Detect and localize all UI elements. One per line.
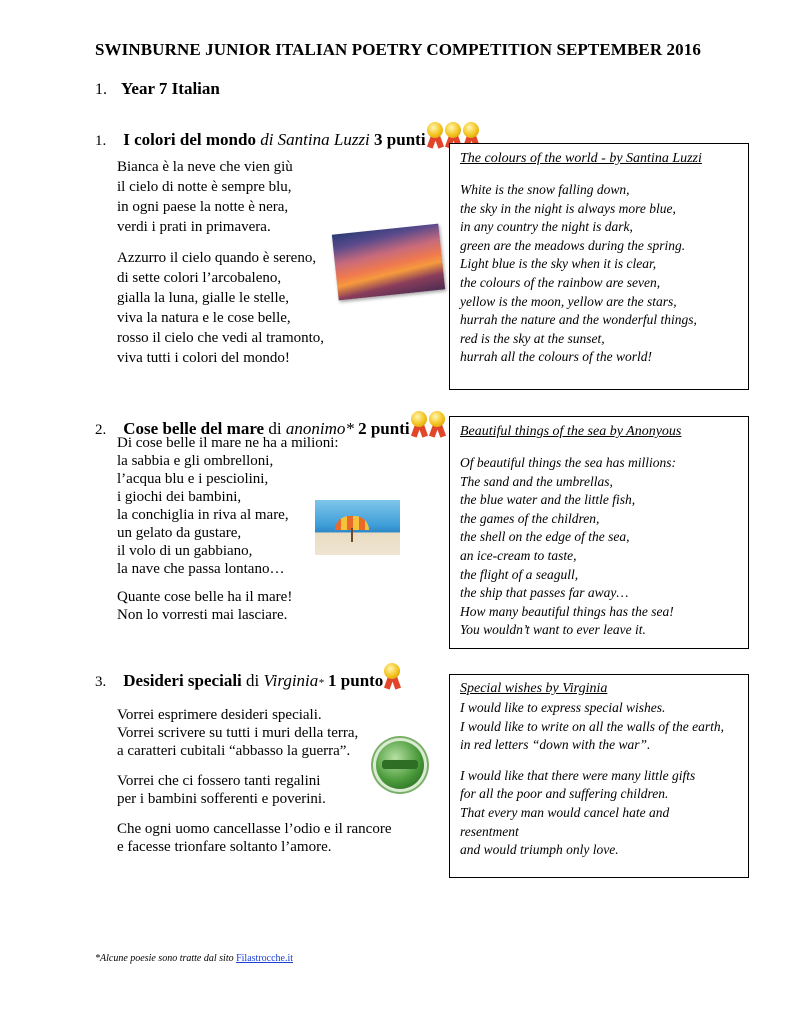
footnote xyxy=(95,953,293,964)
poem-author: anonimo xyxy=(285,419,346,438)
footnote-link[interactable]: Filastrocche.it xyxy=(236,953,294,964)
poem-title: I colori del mondo xyxy=(123,130,256,149)
poem-line: il volo di un gabbiano, xyxy=(117,543,253,559)
translation-line: the colours of the rainbow are seven, xyxy=(460,274,661,290)
translation-line: for all the poor and suffering children. xyxy=(460,786,669,802)
translation-line: Of beautiful things the sea has millions: xyxy=(460,455,676,470)
translation-line: the games of the children, xyxy=(460,510,600,526)
footnote-text: *Alcune poesie sono tratte dal sito xyxy=(95,953,237,964)
translation-title: Special wishes by Virginia xyxy=(460,681,608,696)
poem-points: 3 punti xyxy=(374,130,426,149)
poem-line: Azzurro il cielo quando è sereno, xyxy=(117,250,317,266)
poem-title: Cose belle del mare xyxy=(123,419,265,438)
poem-3-translation-box xyxy=(449,674,749,878)
translation-line: How many beautiful things has the sea! xyxy=(460,603,674,619)
translation-title: Beautiful things of the sea by Anonyous xyxy=(460,424,682,439)
poem-3-heading xyxy=(95,662,401,692)
document-title: SWINBURNE JUNIOR ITALIAN POETRY COMPETITION SEPTEMBER 2016 xyxy=(95,40,701,59)
translation-line: That every man would cancel hate and xyxy=(460,804,670,820)
translation-line: resentment xyxy=(460,823,519,839)
poem-line: verdi i prati in primavera. xyxy=(117,219,271,235)
translation-line: the shell on the edge of the sea, xyxy=(460,529,630,545)
medals xyxy=(383,671,401,690)
sunset-image xyxy=(332,224,445,301)
medal-icon xyxy=(428,410,446,440)
poem-line: la sabbia e gli ombrelloni, xyxy=(117,453,274,469)
stanza xyxy=(117,434,339,578)
poem-line: viva tutti i colori del mondo! xyxy=(117,350,290,366)
poem-2-text xyxy=(117,434,339,635)
translation-line: an ice-cream to taste, xyxy=(460,547,577,563)
poem-1-translation-box xyxy=(449,143,749,390)
translation-line: I would like to write on all the walls of the earth, xyxy=(460,718,724,734)
translation-line: the flight of a seagull, xyxy=(460,566,579,582)
poem-author: di Santina Luzzi xyxy=(260,130,370,149)
poem-line: Non lo vorresti mai lasciare. xyxy=(117,607,288,623)
translation-line: the ship that passes far away… xyxy=(460,585,629,601)
poem-1-text xyxy=(117,157,324,379)
translation-title: The colours of the world - by Santina Luzzi xyxy=(460,151,702,166)
poem-line: di sette colori l’arcobaleno, xyxy=(117,270,282,286)
poem-line: Vorrei che ci fossero tanti regalini xyxy=(117,773,321,789)
poem-line: Di cose belle il mare ne ha a milioni: xyxy=(117,435,339,451)
section-number: 1. xyxy=(95,81,107,98)
translation-line: and would triumph only love. xyxy=(460,842,619,858)
translation-line: in red letters “down with the war”. xyxy=(460,737,651,753)
poem-line: l’acqua blu e i pesciolini, xyxy=(117,471,269,487)
poem-line: per i bambini sofferenti e poverini. xyxy=(117,791,326,807)
poem-line: Quante cose belle ha il mare! xyxy=(117,589,293,605)
poem-number: 2. xyxy=(95,422,107,438)
medals xyxy=(410,419,446,438)
footnote-marker: * xyxy=(345,419,354,438)
umbrella-pole xyxy=(351,528,353,542)
poem-line: Vorrei esprimere desideri speciali. xyxy=(117,707,322,723)
translation-line: The sand and the umbrellas, xyxy=(460,473,613,489)
medal-icon xyxy=(426,121,444,151)
poem-1-heading xyxy=(95,121,480,151)
translation-line: I would like to express special wishes. xyxy=(460,700,666,715)
stanza xyxy=(117,157,324,237)
poem-line: gialla la luna, gialle le stelle, xyxy=(117,290,290,306)
translation-line: green are the meadows during the spring. xyxy=(460,237,686,253)
translation-line: You wouldn’t want to ever leave it. xyxy=(460,622,646,638)
medal-icon xyxy=(410,410,428,440)
poem-line: la conchiglia in riva al mare, xyxy=(117,507,289,523)
stanza xyxy=(117,588,339,624)
poem-2-translation-box xyxy=(449,416,749,649)
poem-line: viva la natura e le cose belle, xyxy=(117,310,291,326)
poem-number: 1. xyxy=(95,133,107,149)
translation-line: Light blue is the sky when it is clear, xyxy=(460,256,657,272)
poem-line: rosso il cielo che vedi al tramonto, xyxy=(117,330,325,346)
translation-line: the blue water and the little fish, xyxy=(460,492,636,508)
poem-line: a caratteri cubitali “abbasso la guerra”. xyxy=(117,743,351,759)
poem-number: 3. xyxy=(95,674,107,690)
medal-icon xyxy=(383,662,401,692)
section-label: Year 7 Italian xyxy=(121,79,220,98)
poem-points: 2 punti xyxy=(358,419,410,438)
poem-line: in ogni paese la notte è nera, xyxy=(117,199,289,215)
stanza xyxy=(117,706,392,760)
translation-line: the sky in the night is always more blue, xyxy=(460,200,676,216)
poem-line: la nave che passa lontano… xyxy=(117,561,285,577)
poem-line: Bianca è la neve che vien giù xyxy=(117,159,293,175)
footnote-marker: * xyxy=(318,677,324,689)
translation-line: in any country the night is dark, xyxy=(460,219,633,235)
poem-author: Virginia xyxy=(263,671,319,690)
poem-line: il cielo di notte è sempre blu, xyxy=(117,179,292,195)
translation-line: red is the sky at the sunset, xyxy=(460,330,605,346)
globe-image xyxy=(376,741,424,789)
translation-line: White is the snow falling down, xyxy=(460,182,630,197)
poem-line: i giochi dei bambini, xyxy=(117,489,242,505)
poem-line: Vorrei scrivere su tutti i muri della terra, xyxy=(117,725,359,741)
section-heading xyxy=(95,79,220,99)
translation-line: hurrah all the colours of the world! xyxy=(460,349,652,365)
poem-author-prefix: di xyxy=(246,671,260,690)
stanza xyxy=(117,772,392,808)
poem-line: e facesse trionfare soltanto l’amore. xyxy=(117,839,332,855)
translation-line: yellow is the moon, yellow are the stars, xyxy=(460,293,677,309)
translation-line: hurrah the nature and the wonderful things, xyxy=(460,312,697,328)
poem-title: Desideri speciali xyxy=(123,671,242,690)
poem-line: un gelato da gustare, xyxy=(117,525,242,541)
translation-line: I would like that there were many little gifts xyxy=(460,767,696,783)
poem-author-prefix: di xyxy=(268,419,282,438)
poem-line: Che ogni uomo cancellasse l’odio e il rancore xyxy=(117,821,392,837)
stanza xyxy=(117,248,324,368)
poem-points: 1 punto xyxy=(328,671,384,690)
stanza xyxy=(117,820,392,856)
poem-3-text xyxy=(117,706,392,867)
